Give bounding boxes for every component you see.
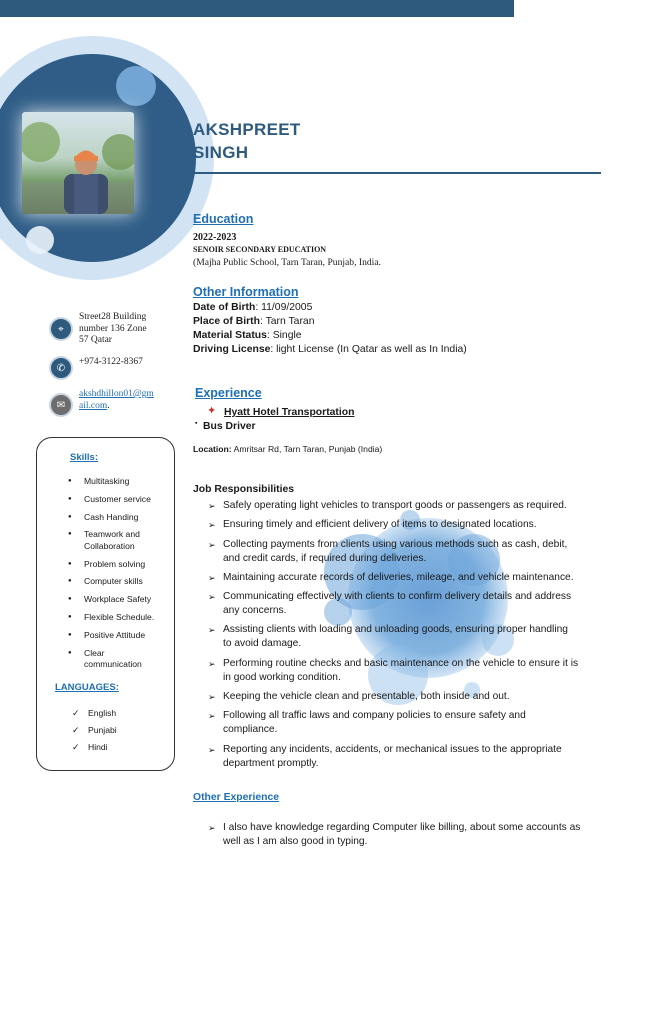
experience-company: Hyatt Hotel Transportation bbox=[224, 407, 355, 418]
education-level: SENOIR SECONDARY EDUCATION bbox=[193, 245, 327, 254]
language-item: ✓ Punjabi bbox=[72, 725, 117, 736]
skill-item: ● Problem solving bbox=[64, 559, 174, 571]
responsibility-item: ➢ Following all traffic laws and company policies to ensure safety and compliance. bbox=[208, 709, 603, 737]
language-item: ✓ Hindi bbox=[72, 742, 117, 753]
location-pin-icon: ⌖ bbox=[49, 317, 73, 341]
skill-item: ● Customer service bbox=[64, 494, 174, 506]
profile-photo bbox=[22, 112, 134, 214]
info-row-driving-license: Driving License: light License (In Qatar as well as In India) bbox=[193, 344, 467, 355]
info-row-date-of-birth: Date of Birth: 11/09/2005 bbox=[193, 302, 313, 313]
skill-item: ● Flexible Schedule. bbox=[64, 612, 174, 624]
contact-email[interactable]: akshdhillon01@gm ail.com. bbox=[79, 389, 154, 411]
name-line-2: SINGH bbox=[193, 143, 249, 162]
responsibility-item: ➢ Ensuring timely and efficient delivery of items to designated locations. bbox=[208, 518, 603, 532]
education-school: (Majha Public School, Tarn Taran, Punjab, India. bbox=[193, 257, 382, 268]
small-accent-circle bbox=[116, 66, 156, 106]
responsibility-item: ➢ Safely operating light vehicles to transport goods or passengers as required. bbox=[208, 499, 603, 513]
job-responsibilities-list bbox=[208, 499, 603, 776]
responsibility-item: ➢ Maintaining accurate records of deliveries, mileage, and vehicle maintenance. bbox=[208, 571, 603, 585]
name-line-1: AKSHPREET bbox=[193, 120, 301, 139]
responsibility-item: ➢ Reporting any incidents, accidents, or mechanical issues to the appropriate department promptly. bbox=[208, 743, 603, 771]
square-bullet-icon: ▪ bbox=[195, 420, 198, 427]
job-responsibilities-heading: Job Responsibilities bbox=[193, 484, 295, 495]
contact-phone: +974-3122-8367 bbox=[79, 357, 143, 367]
email-icon: ✉ bbox=[49, 393, 73, 417]
other-experience-heading: Other Experience bbox=[193, 792, 280, 803]
candidate-name bbox=[193, 118, 301, 164]
other-information-list bbox=[193, 301, 467, 357]
responsibility-item: ➢ Assisting clients with loading and unloading goods, ensuring proper handling to avoid damage. bbox=[208, 623, 603, 651]
small-light-circle bbox=[26, 226, 54, 254]
language-item: ✓ English bbox=[72, 708, 117, 719]
person-photo-icon bbox=[22, 112, 134, 214]
languages-list bbox=[72, 708, 117, 759]
skill-item: ● Multitasking bbox=[64, 476, 174, 488]
skill-item: ● Cash Handing bbox=[64, 512, 174, 524]
experience-location: Location: Amritsar Rd, Tarn Taran, Punjab (India) bbox=[193, 444, 383, 454]
info-row-place-of-birth: Place of Birth: Tarn Taran bbox=[193, 316, 315, 327]
other-experience-item: ➢ I also have knowledge regarding Computer like billing, about some accounts as well as I am also good in typing. bbox=[208, 821, 603, 849]
skills-heading: Skills: bbox=[70, 452, 98, 463]
experience-heading: Experience bbox=[195, 386, 262, 400]
info-row-marital-status: Material Status: Single bbox=[193, 330, 302, 341]
responsibility-item: ➢ Performing routine checks and basic maintenance on the vehicle to ensure it is in good working condition. bbox=[208, 657, 603, 685]
skills-list bbox=[64, 476, 174, 677]
pin-bullet-icon: ✦ bbox=[207, 405, 217, 417]
education-heading: Education bbox=[193, 212, 254, 226]
skill-item: ● Workplace Safety bbox=[64, 594, 174, 606]
phone-icon: ✆ bbox=[49, 356, 73, 380]
other-information-heading: Other Information bbox=[193, 285, 299, 299]
languages-heading: LANGUAGES: bbox=[55, 682, 119, 693]
contact-address: Street28 Building number 136 Zone 57 Qatar bbox=[79, 312, 147, 345]
responsibility-item: ➢ Keeping the vehicle clean and presentable, both inside and out. bbox=[208, 690, 603, 704]
responsibility-item: ➢ Communicating effectively with clients to confirm delivery details and address any concerns. bbox=[208, 590, 603, 618]
skill-item: ● Clear communication bbox=[64, 648, 174, 671]
skill-item: ● Positive Attitude bbox=[64, 630, 174, 642]
experience-role: Bus Driver bbox=[203, 421, 256, 432]
education-years: 2022-2023 bbox=[193, 232, 237, 243]
skill-item: ● Computer skills bbox=[64, 576, 174, 588]
skill-item: ● Teamwork and Collaboration bbox=[64, 529, 174, 552]
other-experience-list bbox=[208, 821, 603, 854]
name-divider bbox=[193, 172, 601, 174]
responsibility-item: ➢ Collecting payments from clients using various methods such as cash, debit, and credit cards, if required during deliveries. bbox=[208, 538, 603, 566]
